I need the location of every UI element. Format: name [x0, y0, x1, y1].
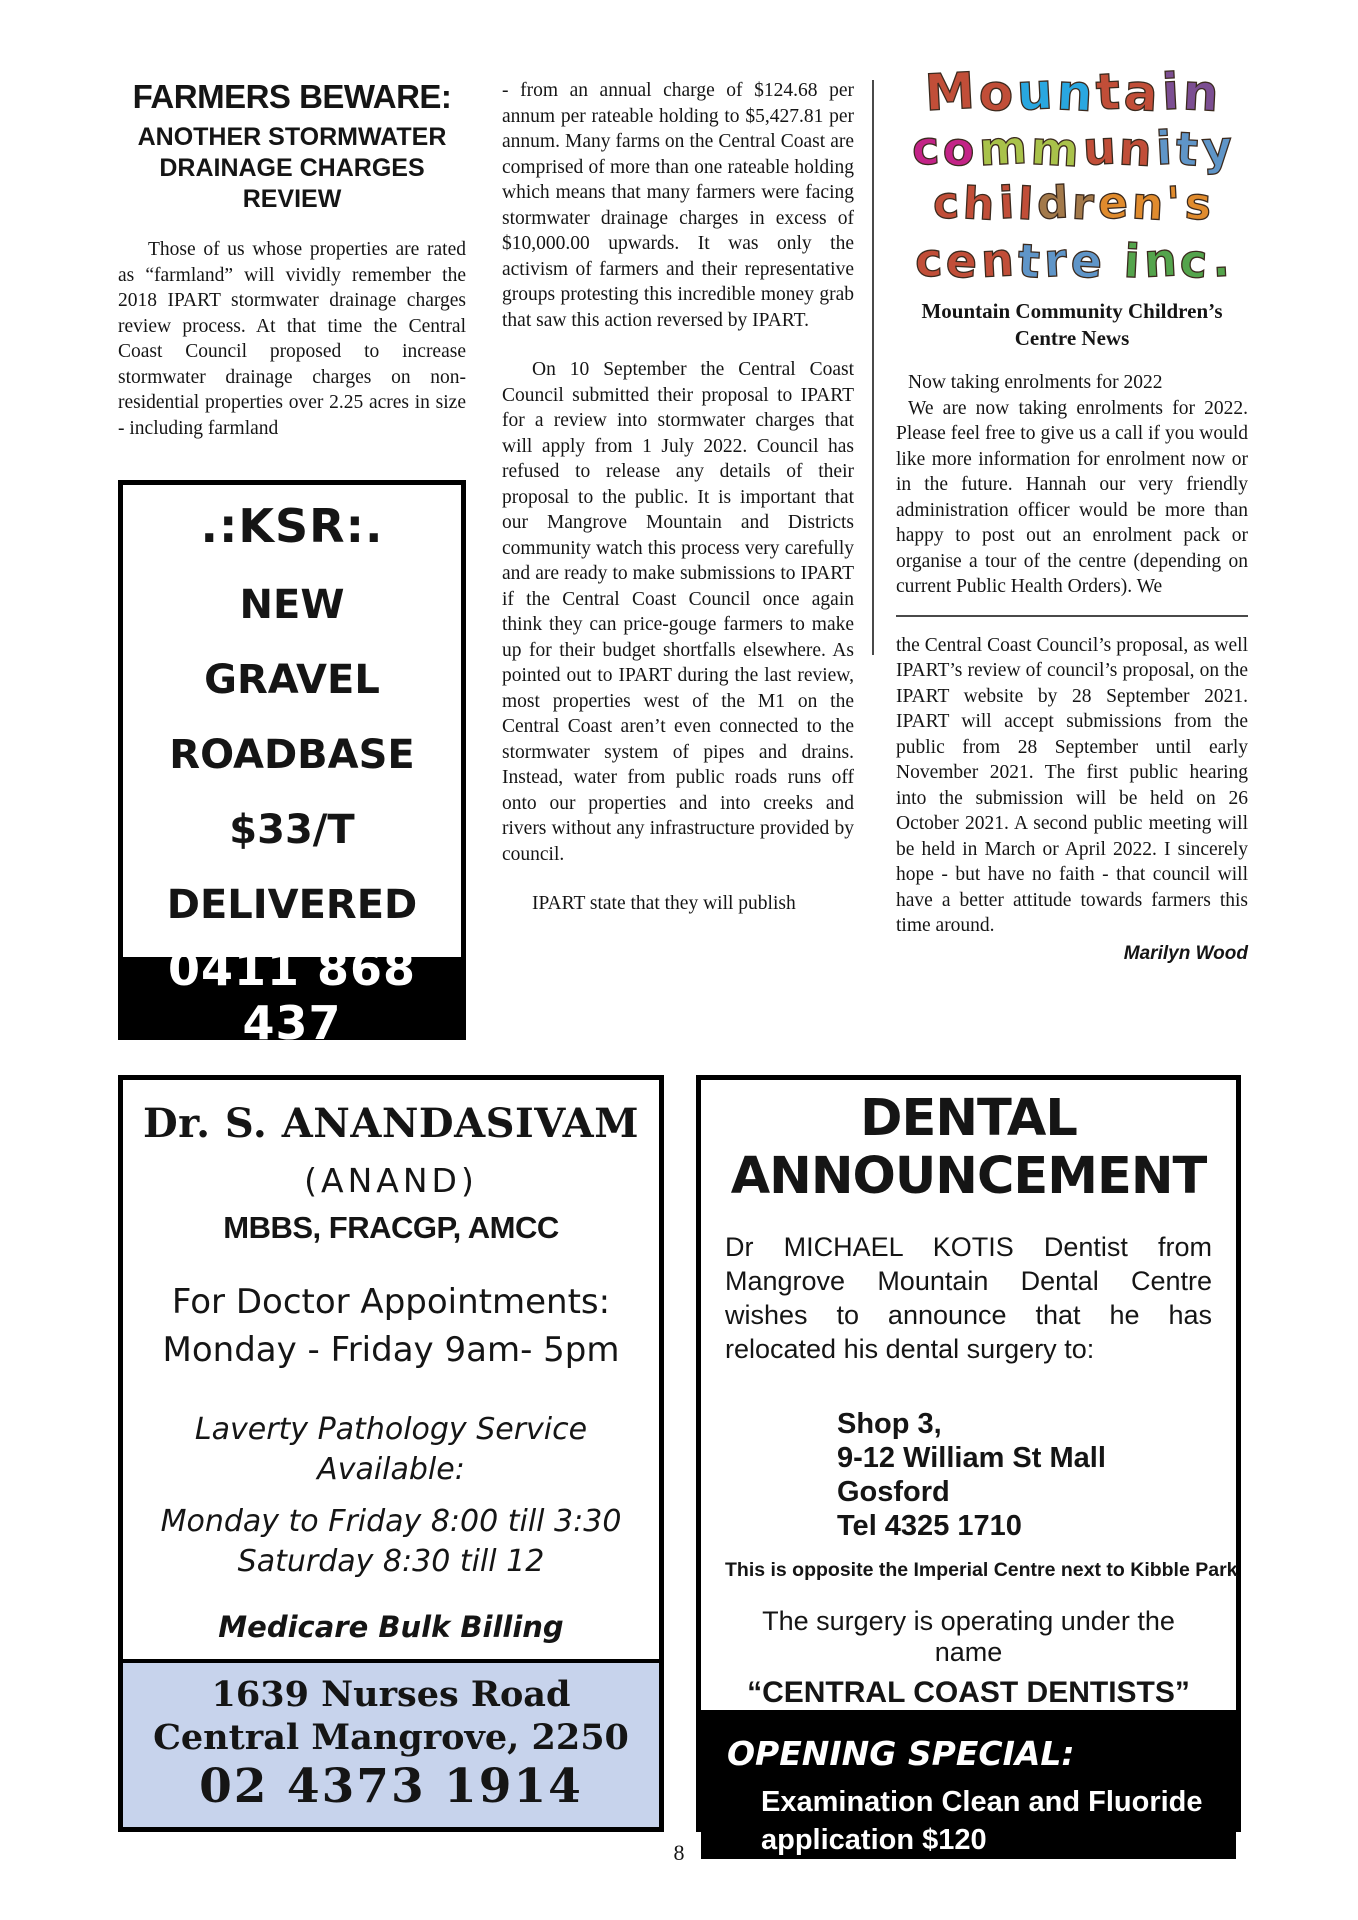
logo-letter — [1104, 232, 1121, 289]
logo-letter: i — [1160, 62, 1181, 122]
list-line: $33/T — [229, 807, 355, 853]
logo-letter: e — [944, 233, 979, 289]
logo-letter: n — [1055, 63, 1094, 123]
column-divider — [872, 80, 874, 655]
doctor-anand-ad — [118, 1075, 664, 1832]
pathology-hours-1: Monday to Friday 8:00 till 3:30 — [160, 1504, 622, 1539]
pathology-line-2: Available: — [317, 1452, 465, 1487]
logo-letter: o — [977, 63, 1015, 123]
article-paragraph-col3: the Central Coast Council’s proposal, as well IPART’s review of council’s proposal, on the IPART website by 28 September 2021. IPART will accept submissions from the public from 28 September until early November 2021. The first public hearing into the submission will be held on 26 October 2021. A second public meeting will be held in March or April 2022. I sincerely hope - but have no faith - that council will have a better attitude towards farmers this time around. — [896, 634, 1248, 936]
ksr-phone-number: 0411 868 437 — [123, 957, 461, 1035]
logo-letter: r — [1070, 178, 1096, 231]
address-line-1: 1639 Nurses Road — [211, 1674, 571, 1715]
logo-letter: M — [923, 61, 977, 123]
childrens-centre-logo — [896, 61, 1248, 289]
logo-letter: t — [1016, 233, 1042, 289]
enrolment-body: We are now taking enrolments for 2022. Please feel free to give us a call if you would like more information for enrolment now or in the future. Hannah our very friendly administration officer would be more than happy to post out an enrolment pack or organise a tour of the centre (depending on current Public Health Orders). We — [896, 397, 1248, 597]
bulk-billing-note: Medicare Bulk Billing — [218, 1610, 564, 1644]
article-paragraph-col1: Those of us whose properties are rated as “farmland” will vividly remember the 2018 IPART stormwater drainage charges review process. At that time the Central Coast Council proposed to increase stormwater drainage charges on non-residential properties over 2.25 acres in size - including farmland — [118, 239, 466, 439]
logo-letter: u — [1015, 62, 1055, 122]
dental-ad-body: Dr MICHAEL KOTIS Dentist from Mangrove Mountain Dental Centre wishes to announce that he has relocated his dental surgery to: — [725, 1232, 1212, 1364]
logo-line-childrens — [896, 176, 1248, 232]
logo-letter: e — [1069, 233, 1104, 289]
logo-letter: n — [1142, 232, 1178, 288]
dental-operating-line: The surgery is operating under the name — [762, 1606, 1175, 1667]
list-line: Tel 4325 1710 — [837, 1510, 1022, 1542]
list-line: DELIVERED — [166, 882, 418, 928]
logo-letter: m — [1029, 120, 1081, 178]
opening-special-label: OPENING SPECIAL: — [727, 1734, 1075, 1773]
article-paragraph-col2-2: On 10 September the Central Coast Council submitted their proposal to IPART for a review into stormwater charges that will apply from 1 July 2022. Council has refused to release any details of their proposal to the public. It is important that our Mangrove Mountain and Districts community watch this process very carefully and are ready to make submissions to IPART if the Central Coast Council once again think they can price-gouge farmers to make up for their budget shortfalls elsewhere. As pointed out to IPART during the last review, most properties west of the M1 on the Central Coast aren’t even connected to the stormwater system of pipes and drains. Instead, water from public roads runs off onto our properties and into creeks and rivers without any infrastructure provided by council. — [502, 359, 854, 865]
logo-letter: n — [979, 232, 1016, 288]
appointments-hours: Monday - Friday 9am- 5pm — [162, 1330, 620, 1370]
list-line: ROADBASE — [169, 732, 415, 778]
doctor-alias: (ANAND) — [304, 1161, 478, 1200]
article-paragraph-col2-3: IPART state that they will publish — [532, 893, 796, 914]
address-line-2: Central Mangrove, 2250 — [153, 1717, 629, 1758]
article-paragraph-col2-1: - from an annual charge of $124.68 per annum per rateable holding to $5,427.81 per annum. Many farms on the Central Coast are comprised of more than one rateable holding which means that many farmers were facing stormwater drainage charges in excess of $10,000.00 upwards. It was only the activism of farmers and their representative groups protesting this incredible money grab that saw this action reversed by IPART. — [502, 80, 854, 331]
enrolment-lead: Now taking enrolments for 2022 — [908, 372, 1163, 393]
page-number: 8 — [673, 1840, 685, 1865]
logo-letter: h — [961, 178, 996, 231]
doctor-name: Dr. S. ANANDASIVAM — [142, 1100, 639, 1147]
list-line: NEW — [239, 582, 345, 628]
list-line: Shop 3, — [837, 1408, 942, 1440]
logo-letter: c — [931, 177, 961, 230]
logo-letter: a — [1122, 63, 1160, 123]
logo-letter: c — [910, 120, 941, 176]
logo-letter: y — [1200, 120, 1234, 176]
dental-operating-name: “CENTRAL COAST DENTISTS” — [747, 1676, 1190, 1709]
logo-letter: i — [1122, 233, 1142, 289]
logo-letter: r — [1042, 232, 1069, 288]
list-line: GRAVEL — [204, 657, 380, 703]
dental-title-line-2: ANNOUNCEMENT — [730, 1147, 1207, 1206]
practice-address-box — [123, 1659, 659, 1827]
article-column-1 — [118, 78, 466, 441]
ksr-brand-logo: .:KSR:. — [200, 499, 384, 553]
article-column-2 — [502, 78, 854, 917]
opening-special-box — [701, 1710, 1236, 1859]
dental-location-note: This is opposite the Imperial Centre next to Kibble Park — [725, 1559, 1238, 1581]
logo-letter: i — [1154, 120, 1174, 176]
dental-announcement-ad — [696, 1075, 1241, 1856]
practice-phone: 02 4373 1914 — [199, 1759, 583, 1814]
logo-letter: e — [1096, 177, 1130, 230]
logo-line-mountain — [896, 61, 1248, 123]
heading-line-2: Centre News — [1014, 326, 1130, 350]
article-title: FARMERS BEWARE: — [132, 78, 452, 115]
dental-ad-title — [725, 1090, 1212, 1206]
logo-letter: s — [1183, 178, 1213, 231]
logo-letter: i — [997, 177, 1015, 230]
article-column-3 — [896, 61, 1248, 965]
section-divider — [896, 615, 1248, 617]
logo-letter: c — [1178, 233, 1210, 289]
pathology-hours-2: Saturday 8:30 till 12 — [237, 1544, 545, 1579]
list-line: 9-12 William St Mall — [837, 1442, 1106, 1474]
pathology-line-1: Laverty Pathology Service — [194, 1412, 588, 1447]
list-line: Gosford — [837, 1476, 950, 1508]
logo-letter: o — [941, 121, 977, 177]
ksr-gravel-ad — [118, 480, 466, 1050]
logo-letter: c — [913, 232, 944, 288]
dental-title-line-1: DENTAL — [860, 1089, 1077, 1148]
doctor-qualifications: MBBS, FRACGP, AMCC — [223, 1210, 559, 1245]
logo-letter: n — [1181, 63, 1221, 123]
article-byline: Marilyn Wood — [1123, 942, 1248, 964]
logo-letter: l — [1016, 178, 1035, 231]
logo-letter: m — [977, 119, 1029, 177]
pathology-hours — [123, 1502, 659, 1582]
article-subtitle: ANOTHER STORMWATER DRAINAGE CHARGES REVIEW — [137, 123, 447, 213]
appointments-label: For Doctor Appointments: — [171, 1282, 611, 1322]
logo-line-community — [896, 120, 1248, 176]
pathology-service — [123, 1410, 659, 1490]
logo-line-centre-inc — [896, 232, 1248, 288]
heading-line-1: Mountain Community Children’s — [921, 299, 1223, 323]
logo-letter: ' — [1165, 177, 1182, 230]
logo-letter: n — [1130, 178, 1165, 231]
dental-new-address — [725, 1407, 1212, 1543]
ksr-ad-lines — [123, 553, 461, 957]
logo-letter: u — [1081, 120, 1117, 176]
childrens-centre-heading — [896, 298, 1248, 352]
special-line-2: application $120 — [761, 1824, 987, 1856]
special-line-1: Examination Clean and Fluoride — [761, 1786, 1203, 1818]
logo-letter: d — [1035, 177, 1070, 230]
logo-letter: . — [1210, 232, 1231, 288]
logo-letter: t — [1174, 121, 1200, 177]
logo-letter: n — [1118, 121, 1154, 177]
logo-letter: t — [1094, 62, 1122, 122]
